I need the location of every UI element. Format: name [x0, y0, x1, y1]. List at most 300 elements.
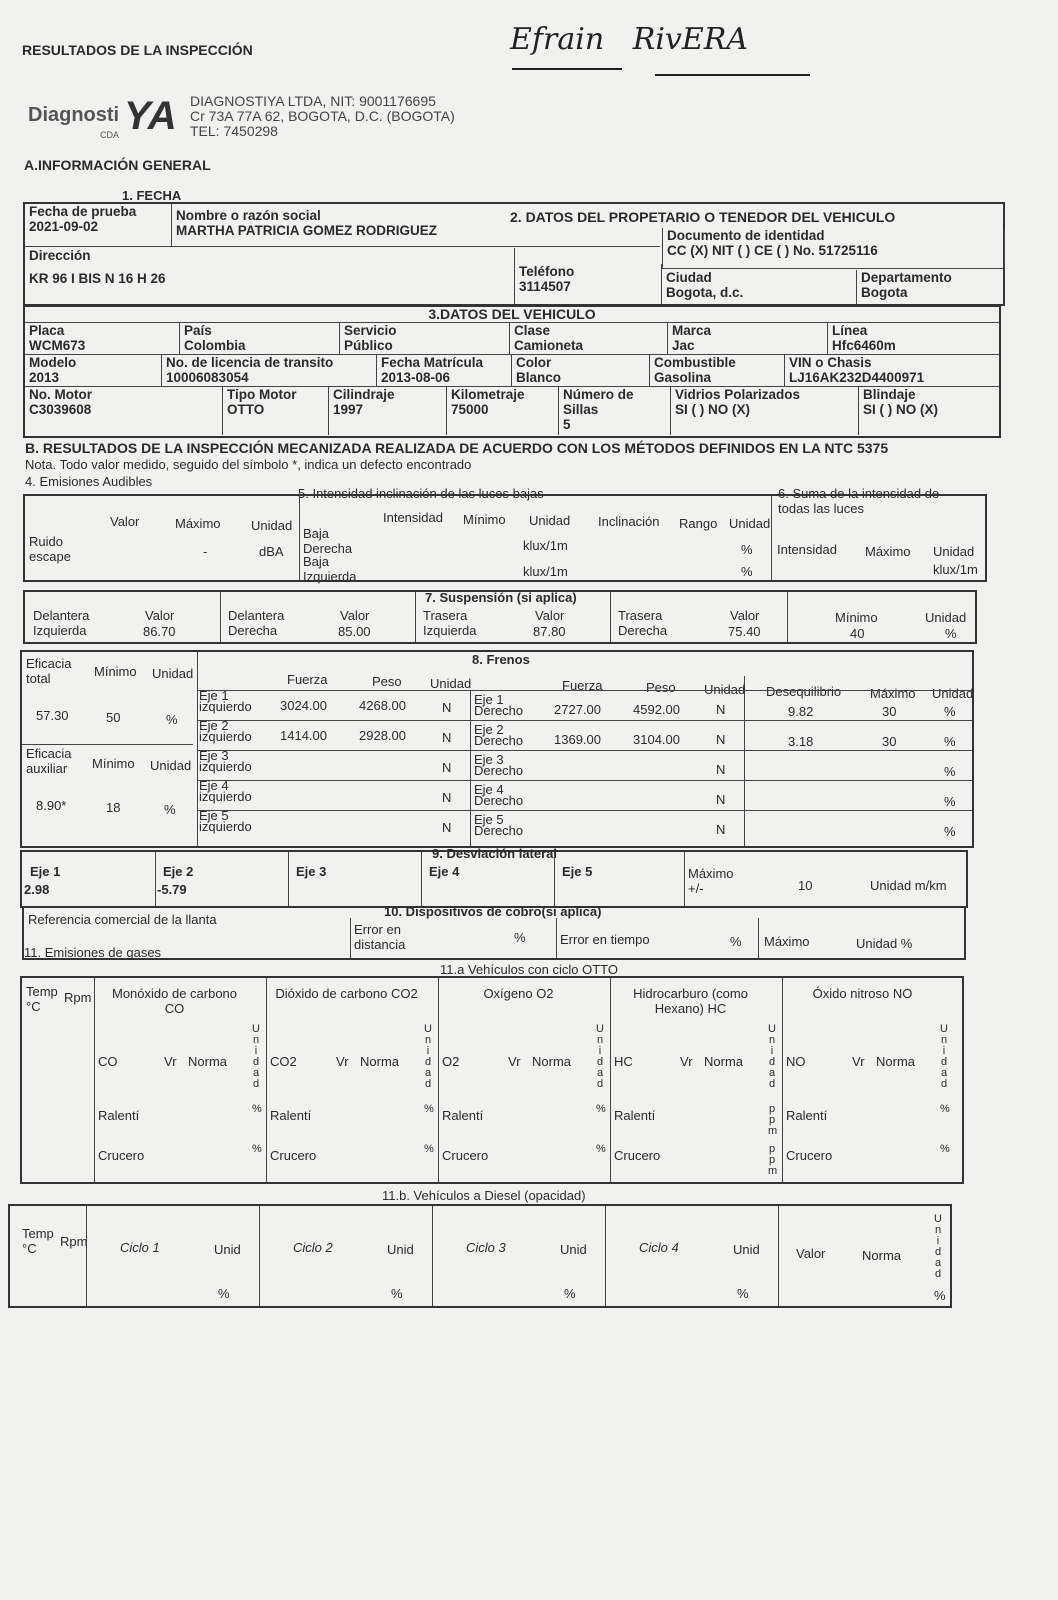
vehicle-field-label: Kilometraje [451, 387, 525, 402]
suma-header-unidad: Unidad [933, 544, 975, 559]
vehicle-field-value: Blanco [516, 370, 562, 385]
divider [197, 780, 972, 781]
brake-right-unit: N [716, 792, 726, 807]
divider [421, 852, 422, 906]
suspension-unit: % [945, 626, 957, 641]
brakes-right-unidad-header: Unidad [704, 682, 746, 697]
gas-symbol: NO [786, 1054, 806, 1069]
suma-header-maximo: Máximo [865, 544, 911, 559]
brake-left-fuerza: 3024.00 [280, 698, 327, 713]
gas-ralenti-unit: % [596, 1103, 606, 1115]
vehicle-field-value: Jac [672, 338, 695, 353]
gas-header: Hidrocarburo (como Hexano) HC [633, 986, 748, 1016]
vehicle-field-value: 1997 [333, 402, 364, 417]
vehicle-field-servicio [340, 323, 510, 354]
luces-title: 5. Intensidad inclinación de las luces bajas [298, 486, 544, 501]
suspension-value: 85.00 [338, 624, 371, 639]
suspension-min-label: Mínimo [835, 610, 878, 625]
divider [197, 750, 972, 751]
deviation-axle-value: 2.98 [24, 882, 50, 897]
vehicle-field-cilindraje [329, 387, 447, 435]
brake-left-unit: N [442, 760, 452, 775]
vehicle-field-label: Servicio [344, 323, 397, 338]
eficacia-total-pct: % [166, 712, 178, 727]
diesel-unid-pct: % [391, 1286, 403, 1301]
results-title: B. RESULTADOS DE LA INSPECCIÓN MECANIZADA REALIZADA DE ACUERDO CON LOS MÉTODOS DEFINIDOS EN LA NTC 5375 [25, 440, 889, 456]
ruido-title: 4. Emisiones Audibles [25, 474, 153, 489]
brake-desequilibrio: 3.18 [788, 734, 814, 749]
divider [554, 852, 555, 906]
suspension-value: 87.80 [533, 624, 566, 639]
divider [610, 978, 611, 1182]
brake-left-unit: N [442, 700, 452, 715]
emissions-lights-table [23, 494, 987, 582]
diesel-unidad-label: Unidad [934, 1213, 942, 1280]
vehicle-field-no-motor [25, 387, 223, 435]
diesel-valor-label: Valor [796, 1246, 826, 1261]
suspension-min: 40 [850, 626, 865, 641]
results-note: Nota. Todo valor medido, seguido del símbolo *, indica un defecto encontrado [25, 457, 472, 472]
vehicle-field-label: No. Motor [29, 387, 92, 402]
vehicle-field-value: WCM673 [29, 338, 86, 353]
divider [197, 720, 972, 721]
company-info [190, 94, 455, 139]
divider [787, 592, 788, 642]
vehicle-field-color [512, 355, 650, 386]
brakes-left-peso-header: Peso [372, 674, 402, 689]
vehicle-field-label: Línea [832, 323, 868, 338]
suspension-value-header: Valor [535, 608, 565, 623]
vehicle-field-value: 2013 [29, 370, 60, 385]
vehicle-field-combustible [650, 355, 785, 386]
vehicle-field-label: Tipo Motor [227, 387, 297, 402]
eficacia-aux-unit-label: Unidad [150, 758, 192, 773]
desequilibrio-unit-header: Unidad [932, 686, 974, 701]
deviation-unit: Unidad m/km [870, 878, 947, 893]
gas-unidad-label: Unidad [596, 1023, 604, 1090]
vehicle-field-label: Clase [514, 323, 551, 338]
gas-ralenti-unit: ppm [768, 1103, 778, 1137]
signature-line [655, 74, 810, 76]
company-name: DIAGNOSTIYA LTDA, NIT: 9001176695 [190, 93, 436, 109]
gas-crucero-unit: % [424, 1143, 434, 1155]
vehicle-field-value: Camioneta [514, 338, 584, 353]
gas-norma-label: Norma [188, 1054, 228, 1069]
vehicle-field-label: Color [516, 355, 552, 370]
vehicle-field-línea [828, 323, 999, 354]
divider [155, 852, 156, 906]
divider [220, 592, 221, 642]
fecha-value: 2021-09-02 [29, 219, 99, 234]
gas-vr-label: Vr [680, 1054, 693, 1069]
gas-ralenti-unit: % [940, 1103, 950, 1115]
brake-left-axle: Eje 5 izquierdo [199, 808, 252, 834]
brake-left-peso: 2928.00 [359, 728, 406, 743]
gas-crucero-unit: ppm [768, 1143, 778, 1177]
luces-baja-izquierda: Baja Izquierda [303, 554, 357, 584]
brake-desequilibrio: 9.82 [788, 704, 814, 719]
brake-right-axle: Eje 5 Derecho [474, 812, 524, 838]
vehicle-field-value: SI ( ) NO (X) [675, 402, 750, 417]
vehicle-field-vin-o-chasis [785, 355, 999, 386]
eficacia-aux-min: 18 [106, 800, 121, 815]
ruido-header-unidad: Unidad [251, 518, 293, 533]
luces-header-inclinacion: Inclinación [598, 514, 660, 529]
vehicle-field-label: Fecha Matrícula [381, 355, 484, 370]
vehicle-field-label: Modelo [29, 355, 77, 370]
gas-unidad-label: Unidad [424, 1023, 432, 1090]
nombre-label: Nombre o razón social [176, 208, 321, 223]
err-tiempo-label: Error en tiempo [560, 932, 650, 947]
ciudad-value: Bogota, d.c. [666, 285, 744, 300]
divider [610, 592, 611, 642]
vehicle-field-label: No. de licencia de transito [166, 355, 334, 370]
vehicle-field-modelo [25, 355, 162, 386]
divider [288, 852, 289, 906]
eficacia-aux-value: 8.90* [36, 798, 67, 813]
gas-unidad-label: Unidad [768, 1023, 776, 1090]
deviation-max: 10 [798, 878, 813, 893]
company-phone: TEL: 7450298 [190, 123, 278, 139]
brake-right-axle: Eje 4 Derecho [474, 782, 524, 808]
suspension-label: Trasera Derecha [618, 608, 668, 638]
luces-derecha-unit: klux/1m [523, 538, 568, 553]
suspension-value: 86.70 [143, 624, 176, 639]
owner-section-title: 2. DATOS DEL PROPETARIO O TENEDOR DEL VEHICULO [510, 209, 896, 225]
suspension-value-header: Valor [340, 608, 370, 623]
suspension-label: Delantera Derecha [228, 608, 285, 638]
gas-symbol: HC [614, 1054, 633, 1069]
err-distancia-label: Error en distancia [354, 922, 406, 952]
brake-right-peso: 4592.00 [633, 702, 680, 717]
brake-max: 30 [882, 734, 897, 749]
gas-norma-label: Norma [532, 1054, 572, 1069]
vehicle-field-kilometraje [447, 387, 559, 435]
brake-left-unit: N [442, 730, 452, 745]
brake-right-peso: 3104.00 [633, 732, 680, 747]
taximeter-table [22, 906, 966, 960]
brake-right-fuerza: 1369.00 [554, 732, 601, 747]
ruido-header-maximo: Máximo [175, 516, 221, 531]
gas-ralenti-label: Ralentí [614, 1108, 656, 1123]
gas-crucero-label: Crucero [614, 1148, 661, 1163]
brakes-table [20, 650, 974, 848]
vehicle-field-tipo-motor [223, 387, 329, 435]
gas-vr-label: Vr [336, 1054, 349, 1069]
diesel-table [8, 1204, 952, 1308]
diesel-unid-label: Unid [387, 1242, 414, 1257]
diesel-ciclo-label: Ciclo 4 [639, 1240, 679, 1255]
direccion-value: KR 96 I BIS N 16 H 26 [29, 271, 166, 286]
deviation-axle-label: Eje 3 [296, 864, 327, 879]
suspension-title: 7. Suspensión (si aplica) [425, 590, 577, 605]
diesel-unid-pct: % [737, 1286, 749, 1301]
telefono-value: 3114507 [519, 279, 571, 294]
luces-header-unidad: Unidad [529, 513, 571, 528]
diesel-ciclo-label: Ciclo 1 [120, 1240, 160, 1255]
brake-right-unit: N [716, 822, 726, 837]
deviation-axle-label: Eje 2 [163, 864, 194, 879]
vehicle-field-label: Número de Sillas [563, 387, 634, 417]
fecha-label: Fecha de prueba [29, 204, 137, 219]
brake-unit: % [944, 764, 956, 779]
luces-derecha-pct: % [741, 542, 753, 557]
eficacia-aux-min-label: Mínimo [92, 756, 135, 771]
brakes-title: 8. Frenos [472, 652, 530, 667]
gas-crucero-label: Crucero [98, 1148, 145, 1163]
brake-left-unit: N [442, 790, 452, 805]
gas-symbol: CO2 [270, 1054, 297, 1069]
vehicle-field-clase [510, 323, 668, 354]
vehicle-field-label: Blindaje [863, 387, 916, 402]
brake-right-unit: N [716, 702, 726, 717]
err-tiempo-pct: % [730, 934, 742, 949]
gas-symbol: CO [98, 1054, 118, 1069]
ciudad-label: Ciudad [666, 270, 712, 285]
divider [197, 690, 972, 691]
eficacia-total-min-label: Mínimo [94, 664, 137, 679]
brakes-left-unidad-header: Unidad [430, 676, 472, 691]
vehicle-field-label: Placa [29, 323, 65, 338]
eficacia-total-unit-label: Unidad [152, 666, 194, 681]
handwritten-signature: Efrain RivERA [510, 22, 749, 57]
divider [94, 978, 95, 1182]
gas-unidad-label: Unidad [252, 1023, 260, 1090]
gas-norma-label: Norma [876, 1054, 916, 1069]
brake-max: 30 [882, 704, 897, 719]
vehicle-field-value: Hfc6460m [832, 338, 896, 353]
suma-unit: klux/1m [933, 562, 978, 577]
diesel-unid-pct: % [564, 1286, 576, 1301]
gas-ralenti-label: Ralentí [786, 1108, 828, 1123]
vehicle-field-vidrios-polarizados [671, 387, 859, 435]
brake-right-axle: Eje 1 Derecho [474, 692, 524, 718]
suma-header-intensidad: Intensidad [777, 542, 837, 557]
eficacia-total-value: 57.30 [36, 708, 69, 723]
luces-header-unidad2: Unidad [729, 516, 771, 531]
suspension-value: 75.40 [728, 624, 761, 639]
cobro-unit-label: Unidad % [856, 936, 913, 951]
cobro-title: 10. Dispositivos de cobro(si aplica) [384, 904, 602, 919]
vehicle-field-label: Marca [672, 323, 712, 338]
signature-line [512, 68, 622, 70]
rpm-label: Rpm [64, 990, 92, 1005]
vehicle-field-país [180, 323, 340, 354]
divider [438, 978, 439, 1182]
deviation-axle-label: Eje 1 [30, 864, 61, 879]
brake-unit: % [944, 734, 956, 749]
brake-right-axle: Eje 3 Derecho [474, 752, 524, 778]
vehicle-field-value: LJ16AK232D4400971 [789, 370, 925, 385]
diesel-ciclo-label: Ciclo 2 [293, 1240, 333, 1255]
gas-ralenti-unit: % [252, 1103, 262, 1115]
brakes-left-fuerza-header: Fuerza [287, 672, 328, 687]
vehicle-field-label: Combustible [654, 355, 736, 370]
divider [684, 852, 685, 906]
brake-left-unit: N [442, 820, 452, 835]
gas-crucero-unit: % [940, 1143, 950, 1155]
vehicle-field-label: VIN o Chasis [789, 355, 872, 370]
gas-ralenti-label: Ralentí [270, 1108, 312, 1123]
gas-header: Dióxido de carbono CO2 [275, 986, 418, 1001]
diesel-temp-label: Temp °C [22, 1226, 54, 1256]
brake-unit: % [944, 794, 956, 809]
otto-title: 11.a Vehículos con ciclo OTTO [440, 962, 618, 977]
vehicle-field-número-de-sillas [559, 387, 671, 435]
deviation-title: 9. Desviación lateral [432, 846, 558, 861]
vehicle-field-value: 5 [563, 417, 571, 432]
vehicle-table [23, 305, 1001, 438]
gas-crucero-unit: % [252, 1143, 262, 1155]
gas-ralenti-label: Ralentí [442, 1108, 484, 1123]
vehicle-field-placa [25, 323, 180, 354]
fecha-title: 1. FECHA [122, 188, 182, 203]
diesel-rpm-label: Rpm [60, 1234, 88, 1249]
luces-baja-derecha: Baja Derecha [303, 526, 353, 556]
owner-table [23, 202, 1005, 306]
deviation-axle-label: Eje 4 [429, 864, 460, 879]
gas-crucero-label: Crucero [270, 1148, 317, 1163]
suspension-label: Trasera Izquierda [423, 608, 477, 638]
documento-value: CC (X) NIT ( ) CE ( ) No. 51725116 [667, 243, 878, 258]
gases-title: 11. Emisiones de gases [24, 945, 162, 960]
gas-symbol: O2 [442, 1054, 460, 1069]
deviation-axle-value: -5.79 [157, 882, 187, 897]
gas-ralenti-label: Ralentí [98, 1108, 140, 1123]
brake-left-axle: Eje 4 izquierdo [199, 778, 252, 804]
divider [259, 1206, 260, 1306]
section-a-title: A.INFORMACIÓN GENERAL [24, 157, 211, 173]
nombre-value: MARTHA PATRICIA GOMEZ RODRIGUEZ [176, 223, 437, 238]
vehicle-field-fecha-matrícula [377, 355, 512, 386]
company-logo: Diagnosti YA CDA [28, 94, 177, 140]
vehicle-field-marca [668, 323, 828, 354]
otto-gases-table [20, 976, 964, 1184]
brake-right-unit: N [716, 732, 726, 747]
err-distancia-pct: % [514, 930, 526, 945]
direccion-label: Dirección [29, 248, 91, 263]
vehicle-field-value: C3039608 [29, 402, 92, 417]
brake-right-unit: N [716, 762, 726, 777]
vehicle-field-value: Colombia [184, 338, 246, 353]
gas-vr-label: Vr [508, 1054, 521, 1069]
diesel-unid-label: Unid [214, 1242, 241, 1257]
diesel-norma-label: Norma [862, 1248, 902, 1263]
brake-right-fuerza: 2727.00 [554, 702, 601, 717]
gas-norma-label: Norma [360, 1054, 400, 1069]
brake-left-axle: Eje 3 izquierdo [199, 748, 252, 774]
diesel-title: 11.b. Vehículos a Diesel (opacidad) [382, 1188, 586, 1203]
suspension-table [23, 590, 977, 644]
gas-header: Óxido nitroso NO [812, 986, 913, 1001]
vehicle-field-value: OTTO [227, 402, 265, 417]
vehicle-field-value: 75000 [451, 402, 489, 417]
brake-left-axle: Eje 2 izquierdo [199, 718, 252, 744]
gas-unidad-label: Unidad [940, 1023, 948, 1090]
brake-left-axle: Eje 1 izquierdo [199, 688, 252, 714]
vehicle-field-label: País [184, 323, 212, 338]
diesel-unid-pct: % [218, 1286, 230, 1301]
vehicle-field-value: Gasolina [654, 370, 712, 385]
brake-left-fuerza: 1414.00 [280, 728, 327, 743]
diesel-unidad-pct: % [934, 1288, 946, 1303]
documento-label: Documento de identidad [667, 228, 825, 243]
divider [605, 1206, 606, 1306]
eficacia-aux-label: Eficacia auxiliar [26, 746, 72, 776]
vehicle-field-value: Público [344, 338, 393, 353]
brake-unit: % [944, 824, 956, 839]
brake-left-peso: 4268.00 [359, 698, 406, 713]
brakes-right-peso-header: Peso [646, 680, 676, 695]
vehicle-field-no-de-licencia-de-transito [162, 355, 377, 386]
lateral-deviation-table [20, 846, 968, 908]
vehicle-field-value: SI ( ) NO (X) [863, 402, 938, 417]
gas-vr-label: Vr [852, 1054, 865, 1069]
gas-ralenti-unit: % [424, 1103, 434, 1115]
eficacia-total-min: 50 [106, 710, 121, 725]
deviation-max-label: Máximo +/- [688, 866, 734, 896]
gas-crucero-label: Crucero [786, 1148, 833, 1163]
vehicle-field-label: Cilindraje [333, 387, 395, 402]
brake-unit: % [944, 704, 956, 719]
suspension-value-header: Valor [145, 608, 175, 623]
desequilibrio-header: Desequilibrio [766, 684, 842, 699]
vehicle-section-title: 3.DATOS DEL VEHICULO [25, 307, 999, 323]
eficacia-total-label: Eficacia total [26, 656, 72, 686]
diesel-unid-label: Unid [733, 1242, 760, 1257]
ruido-header-valor: Valor [110, 514, 140, 529]
vehicle-field-value: 10006083054 [166, 370, 249, 385]
gas-vr-label: Vr [164, 1054, 177, 1069]
luces-header-intensidad: Intensidad [383, 510, 443, 525]
telefono-label: Teléfono [519, 264, 575, 279]
divider [432, 1206, 433, 1306]
suspension-value-header: Valor [730, 608, 760, 623]
gas-header: Oxígeno O2 [483, 986, 554, 1001]
departamento-value: Bogota [861, 285, 908, 300]
gas-crucero-unit: % [596, 1143, 606, 1155]
luces-izquierda-unit: klux/1m [523, 564, 568, 579]
luces-header-minimo: Mínimo [463, 512, 506, 527]
vehicle-field-blindaje [859, 387, 999, 435]
ruido-label: Ruido escape [29, 534, 71, 564]
suspension-label: Delantera Izquierda [33, 608, 90, 638]
brake-right-axle: Eje 2 Derecho [474, 722, 524, 748]
ruido-unit: dBA [259, 544, 284, 559]
desequilibrio-max-header: Máximo [870, 686, 916, 701]
divider [782, 978, 783, 1182]
document-title: RESULTADOS DE LA INSPECCIÓN [22, 42, 253, 58]
divider [415, 592, 416, 642]
divider [197, 810, 972, 811]
vehicle-field-value: 2013-08-06 [381, 370, 451, 385]
luces-izquierda-pct: % [741, 564, 753, 579]
eficacia-aux-pct: % [164, 802, 176, 817]
brakes-right-fuerza-header: Fuerza [562, 678, 603, 693]
luces-header-rango: Rango [679, 516, 718, 531]
gas-norma-label: Norma [704, 1054, 744, 1069]
diesel-ciclo-label: Ciclo 3 [466, 1240, 506, 1255]
vehicle-field-label: Vidrios Polarizados [675, 387, 801, 402]
ruido-max: - [203, 544, 208, 559]
gas-crucero-label: Crucero [442, 1148, 489, 1163]
ref-llanta-label: Referencia comercial de la llanta [28, 912, 217, 927]
suspension-unit-label: Unidad [925, 610, 967, 625]
company-address: Cr 73A 77A 62, BOGOTA, D.C. (BOGOTA) [190, 108, 455, 124]
cobro-max-label: Máximo [764, 934, 810, 949]
divider [266, 978, 267, 1182]
gas-header: Monóxido de carbono CO [111, 986, 238, 1016]
